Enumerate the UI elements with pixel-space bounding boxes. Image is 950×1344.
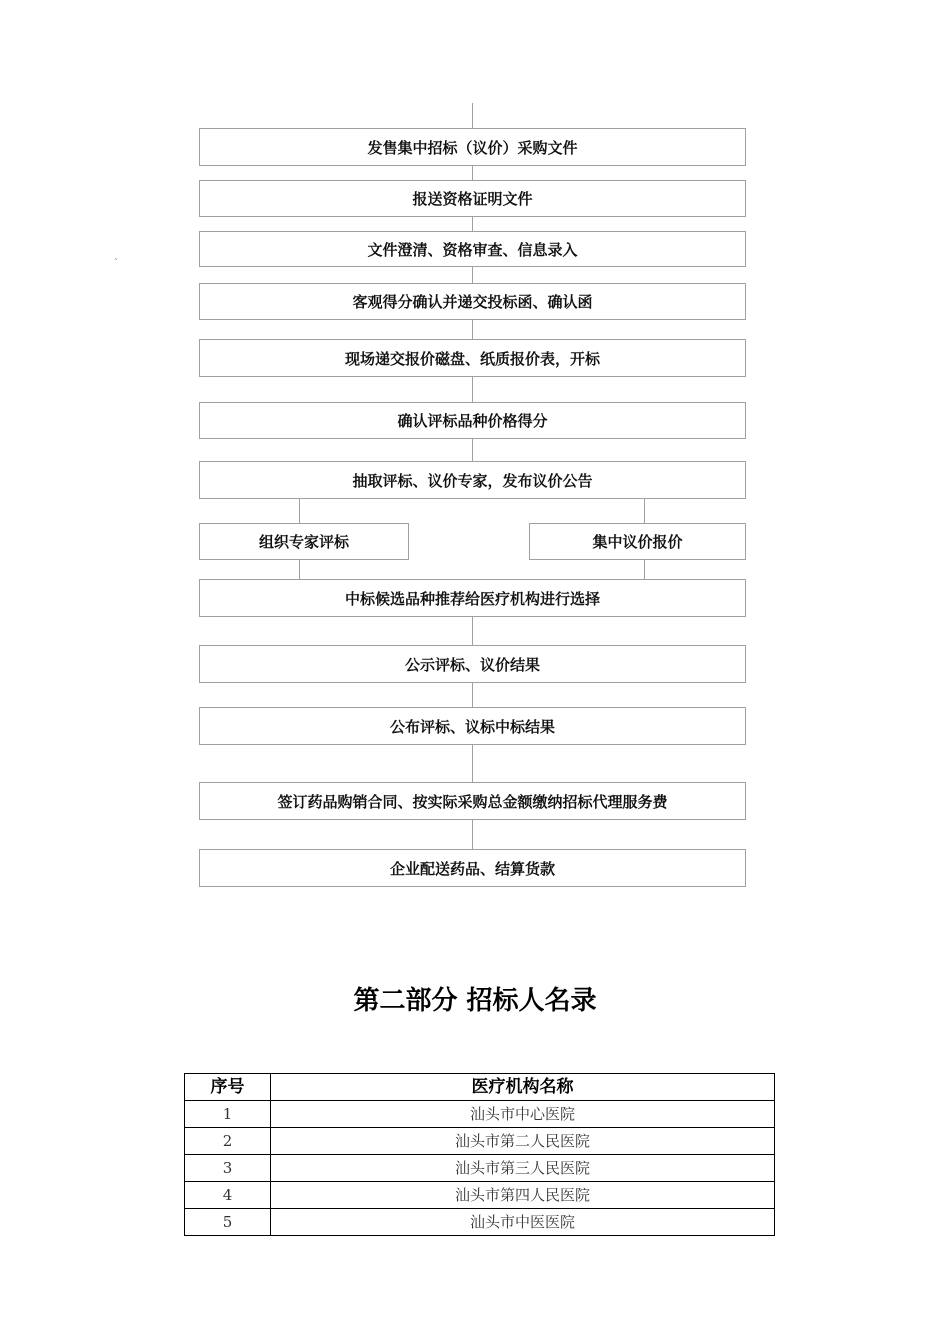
row-institution: 汕头市中心医院 (271, 1101, 775, 1128)
stray-mark: ` (114, 258, 119, 269)
row-serial: 5 (185, 1209, 271, 1236)
table-row (185, 1155, 775, 1182)
flow-branch-left: 组织专家评标 (199, 523, 409, 560)
flow-step-9: 公示评标、议价结果 (199, 645, 746, 683)
table-row (185, 1209, 775, 1236)
flow-step-11: 签订药品购销合同、按实际采购总金额缴纳招标代理服务费 (199, 782, 746, 820)
flow-step-3: 文件澄清、资格审查、信息录入 (199, 231, 746, 267)
section-title: 第二部分 招标人名录 (353, 986, 597, 1016)
flow-step-12: 企业配送药品、结算货款 (199, 849, 746, 887)
flow-step-10: 公布评标、议标中标结果 (199, 707, 746, 745)
row-institution: 汕头市中医医院 (271, 1209, 775, 1236)
connector-branch-right-out (644, 559, 645, 580)
table-row (185, 1128, 775, 1155)
flow-step-6: 确认评标品种价格得分 (199, 402, 746, 439)
flow-step-8: 中标候选品种推荐给医疗机构进行选择 (199, 579, 746, 617)
flow-step-5: 现场递交报价磁盘、纸质报价表，开标 (199, 339, 746, 377)
connector-branch-left-in (299, 498, 300, 524)
table-row (185, 1101, 775, 1128)
row-serial: 4 (185, 1182, 271, 1209)
table-header-row (185, 1074, 775, 1101)
header-serial: 序号 (185, 1074, 271, 1101)
table-row (185, 1182, 775, 1209)
flow-step-2: 报送资格证明文件 (199, 180, 746, 217)
row-institution: 汕头市第三人民医院 (271, 1155, 775, 1182)
flow-step-1: 发售集中招标（议价）采购文件 (199, 128, 746, 166)
tenderer-roster-table (184, 1073, 775, 1236)
row-institution: 汕头市第四人民医院 (271, 1182, 775, 1209)
flow-step-4: 客观得分确认并递交投标函、确认函 (199, 283, 746, 320)
connector-branch-left-out (299, 559, 300, 580)
flow-step-7: 抽取评标、议价专家，发布议价公告 (199, 461, 746, 499)
flow-branch-right: 集中议价报价 (529, 523, 746, 560)
row-institution: 汕头市第二人民医院 (271, 1128, 775, 1155)
header-institution: 医疗机构名称 (271, 1074, 775, 1101)
row-serial: 3 (185, 1155, 271, 1182)
connector-branch-right-in (644, 498, 645, 524)
row-serial: 1 (185, 1101, 271, 1128)
row-serial: 2 (185, 1128, 271, 1155)
